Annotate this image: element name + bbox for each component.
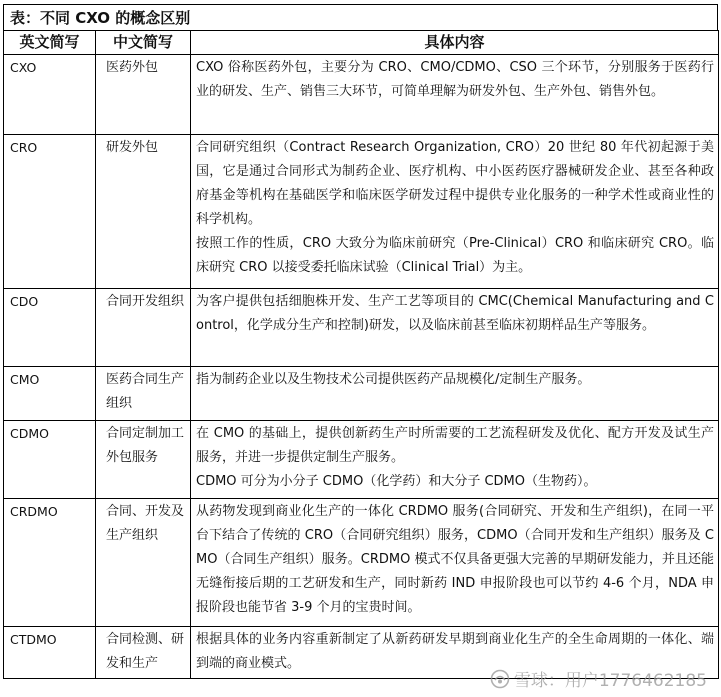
row-abbr: CXO	[4, 55, 96, 135]
row-content	[191, 55, 719, 135]
content-paragraph: 为客户提供包括细胞株开发、生产工艺等项目的 CMC(Chemical Manufacturing and Control，化学成分生产和控制)研发，以及临床前甚至临床初期样品生产等服务。	[196, 294, 714, 333]
table-row	[4, 135, 719, 289]
row-content	[191, 289, 719, 367]
row-abbr: CMO	[4, 367, 96, 421]
row-abbr: CRO	[4, 135, 96, 289]
content-paragraph: 从药物发现到商业化生产的一体化 CRDMO 服务(合同研究、开发和生产组织)，在同一平台下结合了传统的 CRO（合同研究组织）服务，CDMO（合同开发和生产组织）服务及 CMO（合同生产组织）服务。CRDMO 模式不仅具备更强大完善的早期研发能力，并且还能无缝衔接后期的工艺研发和生产，同时新药 IND 申报阶段也可以节约 4-6 个月，NDA 申报阶段也能节省 3-9 个月的宝贵时间。	[196, 504, 714, 615]
row-cn: 合同定制加工外包服务	[96, 421, 191, 499]
row-cn: 医药外包	[96, 55, 191, 135]
header-chinese-abbr: 中文简写	[96, 31, 191, 55]
row-content	[191, 367, 719, 421]
row-content	[191, 421, 719, 499]
table-row	[4, 499, 719, 627]
row-abbr: CDMO	[4, 421, 96, 499]
table-row	[4, 421, 719, 499]
table-header-row	[4, 31, 719, 55]
document-page	[3, 4, 718, 679]
watermark-text: 雪球：用户1776462185	[513, 671, 707, 691]
content-paragraph: 合同研究组织（Contract Research Organization, CRO）20 世纪 80 年代初起源于美国，它是通过合同形式为制药企业、医疗机构、中小医药医疗器械研发企业、甚至各种政府基金等机构在基础医学和临床医学研发过程中提供专业化服务的一种学术性或商业性的科学机构。	[196, 140, 714, 227]
content-paragraph: CDMO 可分为小分子 CDMO（化学药）和大分子 CDMO（生物药）。	[196, 474, 597, 489]
row-content	[191, 135, 719, 289]
table-row	[4, 55, 719, 135]
row-cn: 研发外包	[96, 135, 191, 289]
table-caption: 表：不同 CXO 的概念区别	[3, 4, 718, 30]
content-paragraph: 按照工作的性质，CRO 大致分为临床前研究（Pre-Clinical）CRO 和临床研究 CRO。临床研究 CRO 以接受委托临床试验（Clinical Trial）为主。	[196, 236, 714, 275]
table-row	[4, 289, 719, 367]
row-content	[191, 499, 719, 627]
header-content: 具体内容	[191, 31, 719, 55]
row-abbr: CDO	[4, 289, 96, 367]
content-paragraph: CXO 俗称医药外包，主要分为 CRO、CMO/CDMO、CSO 三个环节，分别服务于医药行业的研发、生产、销售三大环节，可简单理解为研发外包、生产外包、销售外包。	[196, 60, 714, 99]
table-row	[4, 367, 719, 421]
header-english-abbr: 英文简写	[4, 31, 96, 55]
content-paragraph: 指为制药企业以及生物技术公司提供医药产品规模化/定制生产服务。	[196, 372, 591, 387]
content-paragraph: 在 CMO 的基础上，提供创新药生产时所需要的工艺流程研发及优化、配方开发及试生产服务，并进一步提供定制生产服务。	[196, 426, 714, 465]
row-content	[191, 627, 719, 679]
table-row	[4, 627, 719, 679]
row-abbr: CRDMO	[4, 499, 96, 627]
row-cn: 合同开发组织	[96, 289, 191, 367]
content-paragraph: 根据具体的业务内容重新制定了从新药研发早期到商业化生产的全生命周期的一体化、端到端的商业模式。	[196, 632, 714, 671]
row-cn: 医药合同生产组织	[96, 367, 191, 421]
row-cn: 合同、开发及生产组织	[96, 499, 191, 627]
row-cn: 合同检测、研发和生产	[96, 627, 191, 679]
cxo-comparison-table	[3, 30, 719, 679]
row-abbr: CTDMO	[4, 627, 96, 679]
